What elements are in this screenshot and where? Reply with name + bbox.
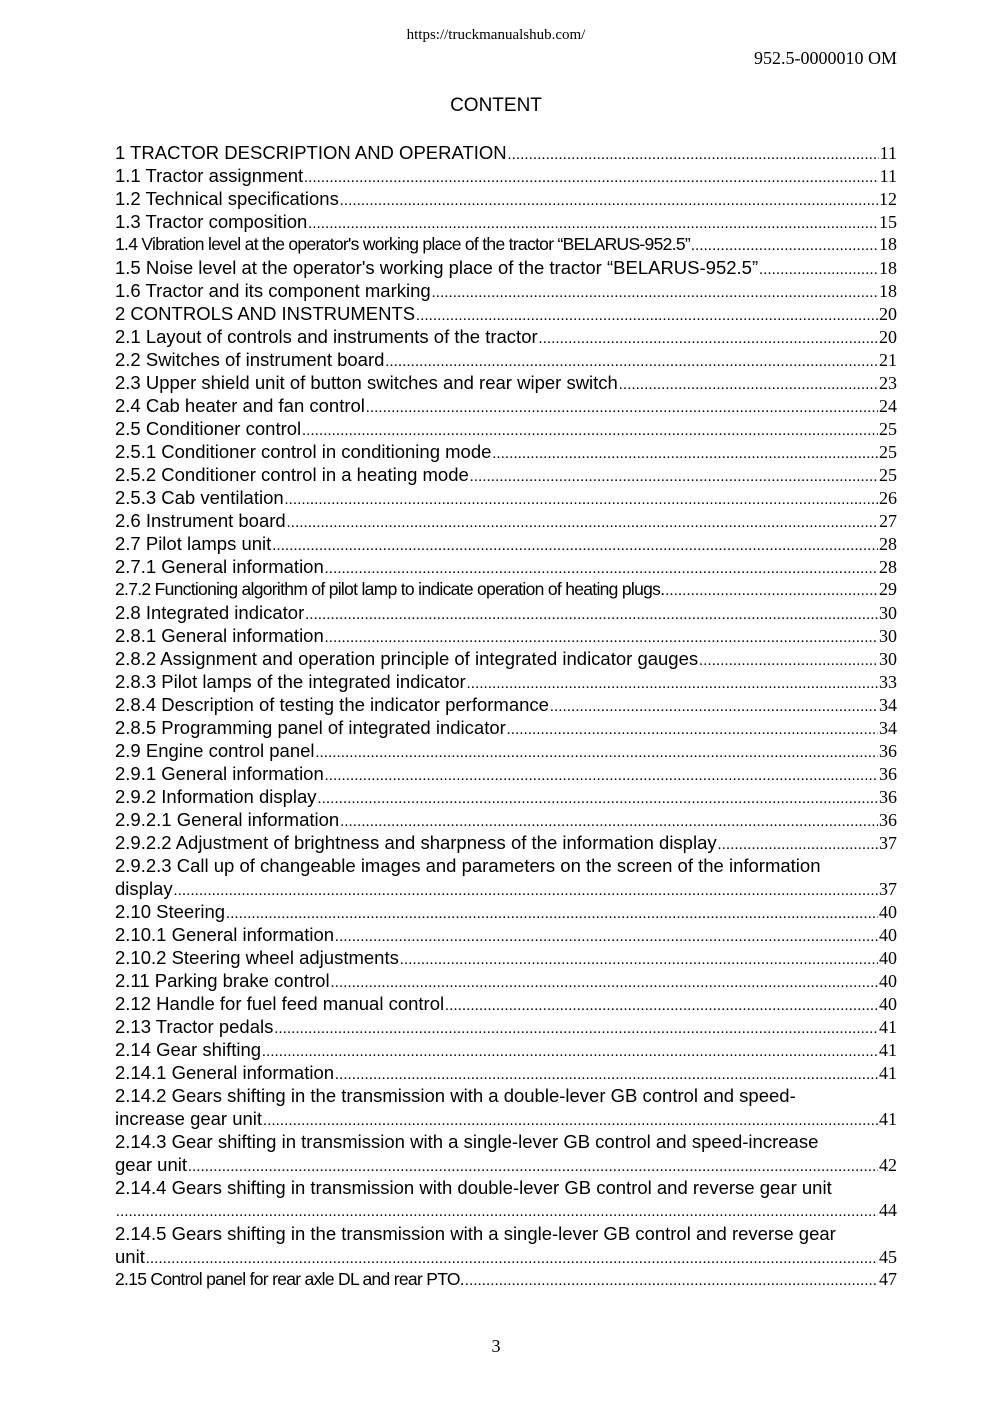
toc-entry[interactable] [115, 509, 897, 532]
toc-entry[interactable] [115, 371, 897, 394]
toc-row [115, 279, 897, 302]
dot-leader [550, 696, 878, 719]
toc-entry[interactable] [115, 1176, 897, 1222]
dot-leader [470, 466, 878, 489]
toc-entry-title: unit [115, 1246, 145, 1267]
toc-page-number: 28 [879, 534, 897, 554]
toc-row [115, 900, 897, 923]
toc-entry-title: 1.3 Tractor composition [115, 211, 308, 232]
toc-entry[interactable] [115, 670, 897, 693]
toc-row [115, 808, 897, 831]
toc-page-number: 21 [879, 350, 897, 370]
toc-row [115, 739, 897, 762]
toc-entry[interactable] [115, 1222, 897, 1268]
toc-page-number: 42 [879, 1155, 897, 1175]
toc-entry-title: increase gear unit [115, 1108, 263, 1129]
toc-page-number: 20 [879, 304, 897, 324]
toc-row [115, 348, 897, 371]
toc-row [115, 1107, 897, 1130]
toc-row [115, 440, 897, 463]
toc-row [115, 463, 897, 486]
toc-page-number: 45 [879, 1247, 897, 1267]
dot-leader [366, 397, 878, 420]
toc-row [115, 992, 897, 1015]
toc-page-number: 30 [879, 626, 897, 646]
dot-leader [759, 259, 878, 282]
toc-row [115, 187, 897, 210]
toc-page-number: 24 [879, 396, 897, 416]
toc-page-number: 15 [879, 212, 897, 232]
toc-entry-title: 2.8.1 General information [115, 625, 324, 646]
toc-row [115, 716, 897, 739]
toc-entry[interactable] [115, 463, 897, 486]
toc-row [115, 210, 897, 233]
toc-row [115, 1153, 897, 1176]
toc-entry[interactable] [115, 578, 897, 601]
toc-entry-title: 2.11 Parking brake control [115, 970, 330, 991]
toc-entry-title: 2.8.3 Pilot lamps of the integrated indicator [115, 671, 466, 692]
toc-entry[interactable] [115, 624, 897, 647]
dot-leader [465, 1270, 878, 1293]
toc-entry-title-line: 2.14.4 Gears shifting in transmission with double-lever GB control and reverse gear unit [115, 1177, 832, 1198]
toc-page-number: 29 [879, 579, 897, 599]
dot-leader [325, 765, 878, 788]
toc-entry[interactable] [115, 1015, 897, 1038]
dot-leader [665, 580, 878, 603]
toc-entry[interactable] [115, 233, 897, 256]
toc-entry[interactable] [115, 808, 897, 831]
toc-entry[interactable] [115, 969, 897, 992]
toc-page-number: 40 [879, 948, 897, 968]
toc-entry[interactable] [115, 1084, 897, 1130]
toc-entry-title: 2.10 Steering [115, 901, 226, 922]
toc-page-number: 41 [879, 1109, 897, 1129]
toc-entry-title: 2.8.4 Description of testing the indicator performance [115, 694, 549, 715]
toc-entry-title: 1.5 Noise level at the operator's working place of the tractor “BELARUS-952.5” [115, 257, 759, 278]
toc-entry[interactable] [115, 601, 897, 624]
toc-entry-title: 2.5.1 Conditioner control in conditioning mode [115, 441, 492, 462]
toc-row [115, 164, 897, 187]
toc-entry-title-line: 2.14.2 Gears shifting in the transmission with a double-lever GB control and speed- [115, 1085, 796, 1106]
toc-page-number: 41 [879, 1063, 897, 1083]
toc-row [115, 532, 897, 555]
toc-page-number: 40 [879, 994, 897, 1014]
toc-page-number: 18 [879, 281, 897, 301]
toc-entry[interactable] [115, 486, 897, 509]
toc-entry-title: 2.8 Integrated indicator [115, 602, 305, 623]
toc-page-number: 18 [879, 234, 897, 254]
toc-row [115, 555, 897, 578]
toc-entry[interactable] [115, 256, 897, 279]
toc-entry[interactable] [115, 394, 897, 417]
toc-page-number: 44 [879, 1200, 897, 1220]
toc-page-number: 25 [879, 419, 897, 439]
toc-entry[interactable] [115, 992, 897, 1015]
toc-page-number: 40 [879, 925, 897, 945]
toc-page-number: 36 [879, 810, 897, 830]
toc-entry-title-line: 2.9.2.3 Call up of changeable images and parameters on the screen of the information [115, 855, 821, 876]
toc-row [115, 601, 897, 624]
dot-leader [285, 489, 878, 512]
toc-row [115, 233, 897, 256]
document-number: 952.5-0000010 OM [754, 48, 897, 68]
toc-row [115, 785, 897, 808]
toc-row [115, 302, 897, 325]
toc-page-number: 34 [879, 695, 897, 715]
dot-leader [400, 949, 878, 972]
dot-leader [492, 443, 878, 466]
toc-entry-title: 2.3 Upper shield unit of button switches and rear wiper switch [115, 372, 618, 393]
dot-leader [508, 144, 879, 167]
toc-entry-title: 2.5 Conditioner control [115, 418, 302, 439]
toc-row [115, 325, 897, 348]
toc-row [115, 578, 897, 601]
toc-row [115, 1268, 897, 1291]
toc-entry-title: 2.4 Cab heater and fan control [115, 395, 365, 416]
toc-entry[interactable] [115, 785, 897, 808]
toc-page-number: 18 [879, 258, 897, 278]
toc-page-number: 37 [879, 833, 897, 853]
toc-entry-title: 1.1 Tractor assignment [115, 165, 304, 186]
toc-page-number: 41 [879, 1040, 897, 1060]
dot-leader [262, 1041, 878, 1064]
toc-entry[interactable] [115, 440, 897, 463]
toc-page-number: 26 [879, 488, 897, 508]
dot-leader [619, 374, 878, 397]
toc-entry[interactable] [115, 693, 897, 716]
toc-page-number: 12 [879, 189, 897, 209]
toc-entry[interactable] [115, 141, 897, 164]
toc-entry-title: 2.9.1 General information [115, 763, 324, 784]
toc-page-number: 30 [879, 603, 897, 623]
toc-page-number: 28 [879, 557, 897, 577]
toc-entry-title: 2.10.1 General information [115, 924, 335, 945]
toc-entry[interactable] [115, 279, 897, 302]
toc-page-number: 25 [879, 442, 897, 462]
dot-leader [316, 742, 878, 765]
toc-row [115, 762, 897, 785]
toc-entry[interactable] [115, 555, 897, 578]
toc-entry-title: 2.7.2 Functioning algorithm of pilot lamp to indicate operation of heating plugs. [115, 579, 665, 599]
toc-page-number: 37 [879, 879, 897, 899]
toc-row [115, 1245, 897, 1268]
toc-entry[interactable] [115, 854, 897, 900]
toc-entry[interactable] [115, 946, 897, 969]
toc-entry[interactable] [115, 187, 897, 210]
toc-entry-title: 2.9 Engine control panel [115, 740, 315, 761]
toc-row [115, 371, 897, 394]
toc-entry[interactable] [115, 647, 897, 670]
toc-page-number: 41 [879, 1017, 897, 1037]
toc-entry-title: 2.14.1 General information [115, 1062, 335, 1083]
dot-leader [691, 235, 878, 258]
toc-page-number: 36 [879, 764, 897, 784]
dot-leader [507, 719, 878, 742]
toc-entry-title: 2.15 Control panel for rear axle DL and rear PTO. [115, 1269, 464, 1289]
toc-entry-title: 2 CONTROLS AND INSTRUMENTS [115, 303, 416, 324]
dot-leader [335, 926, 878, 949]
toc-entry-title: 2.5.3 Cab ventilation [115, 487, 284, 508]
toc-entry-title: 2.7.1 General information [115, 556, 324, 577]
dot-leader [287, 512, 878, 535]
toc-entry-title: 2.9.2 Information display [115, 786, 317, 807]
toc-entry[interactable] [115, 716, 897, 739]
toc-entry-title-line: 2.14.3 Gear shifting in transmission with a single-lever GB control and speed-increase [115, 1131, 819, 1152]
toc-entry[interactable] [115, 739, 897, 762]
toc-entry-title: 2.9.2.1 General information [115, 809, 340, 830]
dot-leader [116, 1201, 878, 1224]
dot-leader [699, 650, 878, 673]
toc-row [115, 693, 897, 716]
dot-leader [318, 788, 878, 811]
toc-entry-title: 2.1 Layout of controls and instruments of the tractor [115, 326, 538, 347]
dot-leader [340, 190, 878, 213]
toc-row [115, 946, 897, 969]
dot-leader [432, 282, 878, 305]
toc-row [115, 647, 897, 670]
toc-row [115, 670, 897, 693]
toc-entry-title: gear unit [115, 1154, 187, 1175]
toc-entry[interactable] [115, 923, 897, 946]
toc-entry-title: 2.12 Handle for fuel feed manual control [115, 993, 445, 1014]
toc-entry-title-line: 2.14.5 Gears shifting in the transmission with a single-lever GB control and reverse gear [115, 1223, 836, 1244]
toc-entry[interactable] [115, 831, 897, 854]
toc-row [115, 256, 897, 279]
dot-leader [539, 328, 878, 351]
toc-row [115, 1199, 897, 1222]
toc-entry[interactable] [115, 1061, 897, 1084]
toc-entry-title: 2.8.5 Programming panel of integrated indicator [115, 717, 506, 738]
dot-leader [305, 604, 878, 627]
page-title: CONTENT [450, 95, 542, 116]
toc-row [115, 831, 897, 854]
toc-entry-title: 2.10.2 Steering wheel adjustments [115, 947, 399, 968]
toc-page-number: 40 [879, 971, 897, 991]
toc-entry-title: 1.6 Tractor and its component marking [115, 280, 431, 301]
toc-page-number: 36 [879, 787, 897, 807]
toc-row [115, 141, 897, 164]
dot-leader [304, 167, 878, 190]
toc-entry[interactable] [115, 164, 897, 187]
toc-entry-title: 2.8.2 Assignment and operation principle of integrated indicator gauges [115, 648, 699, 669]
toc-entry-title: 2.9.2.2 Adjustment of brightness and sharpness of the information display [115, 832, 717, 853]
toc-entry-title: 2.13 Tractor pedals [115, 1016, 274, 1037]
toc-row [115, 417, 897, 440]
toc-entry-title: 1 TRACTOR DESCRIPTION AND OPERATION [115, 142, 507, 163]
toc-row [115, 1038, 897, 1061]
toc-entry[interactable] [115, 762, 897, 785]
page-number: 3 [491, 1336, 501, 1356]
toc-entry-title: 2.2 Switches of instrument board [115, 349, 385, 370]
toc-entry[interactable] [115, 348, 897, 371]
toc-entry-title: 2.14 Gear shifting [115, 1039, 262, 1060]
toc-page-number: 30 [879, 649, 897, 669]
toc-row [115, 923, 897, 946]
toc-entry-title: 2.6 Instrument board [115, 510, 286, 531]
dot-leader [445, 995, 878, 1018]
toc-page-number: 34 [879, 718, 897, 738]
toc-row [115, 486, 897, 509]
toc-page-number: 20 [879, 327, 897, 347]
toc-entry-title: 2.5.2 Conditioner control in a heating mode [115, 464, 469, 485]
toc-entry[interactable] [115, 532, 897, 555]
toc-row [115, 969, 897, 992]
source-url[interactable]: https://truckmanualshub.com/ [406, 27, 586, 43]
toc-entry[interactable] [115, 1130, 897, 1176]
table-of-contents [115, 141, 897, 1291]
toc-page-number: 25 [879, 465, 897, 485]
dot-leader [174, 880, 878, 903]
dot-leader [272, 535, 878, 558]
toc-page-number: 33 [879, 672, 897, 692]
toc-page-number: 40 [879, 902, 897, 922]
toc-page-number: 47 [879, 1269, 897, 1289]
toc-entry-title: 2.7 Pilot lamps unit [115, 533, 272, 554]
toc-page-number: 23 [879, 373, 897, 393]
toc-entry-title: 1.2 Technical specifications [115, 188, 339, 209]
toc-row [115, 1061, 897, 1084]
toc-page-number: 11 [879, 166, 897, 186]
toc-entry[interactable] [115, 325, 897, 348]
toc-entry[interactable] [115, 302, 897, 325]
toc-row [115, 394, 897, 417]
toc-row [115, 877, 897, 900]
toc-row [115, 1015, 897, 1038]
toc-row [115, 624, 897, 647]
toc-page-number: 11 [879, 143, 897, 163]
toc-entry[interactable] [115, 1268, 897, 1291]
dot-leader [274, 1018, 878, 1041]
toc-entry[interactable] [115, 900, 897, 923]
toc-row [115, 509, 897, 532]
toc-page-number: 36 [879, 741, 897, 761]
toc-entry[interactable] [115, 210, 897, 233]
toc-entry[interactable] [115, 1038, 897, 1061]
toc-page-number: 27 [879, 511, 897, 531]
toc-entry-title: 1.4 Vibration level at the operator's working place of the tractor “BELARUS-952.5” [115, 234, 690, 254]
toc-entry[interactable] [115, 417, 897, 440]
toc-entry-title: display [115, 878, 173, 899]
